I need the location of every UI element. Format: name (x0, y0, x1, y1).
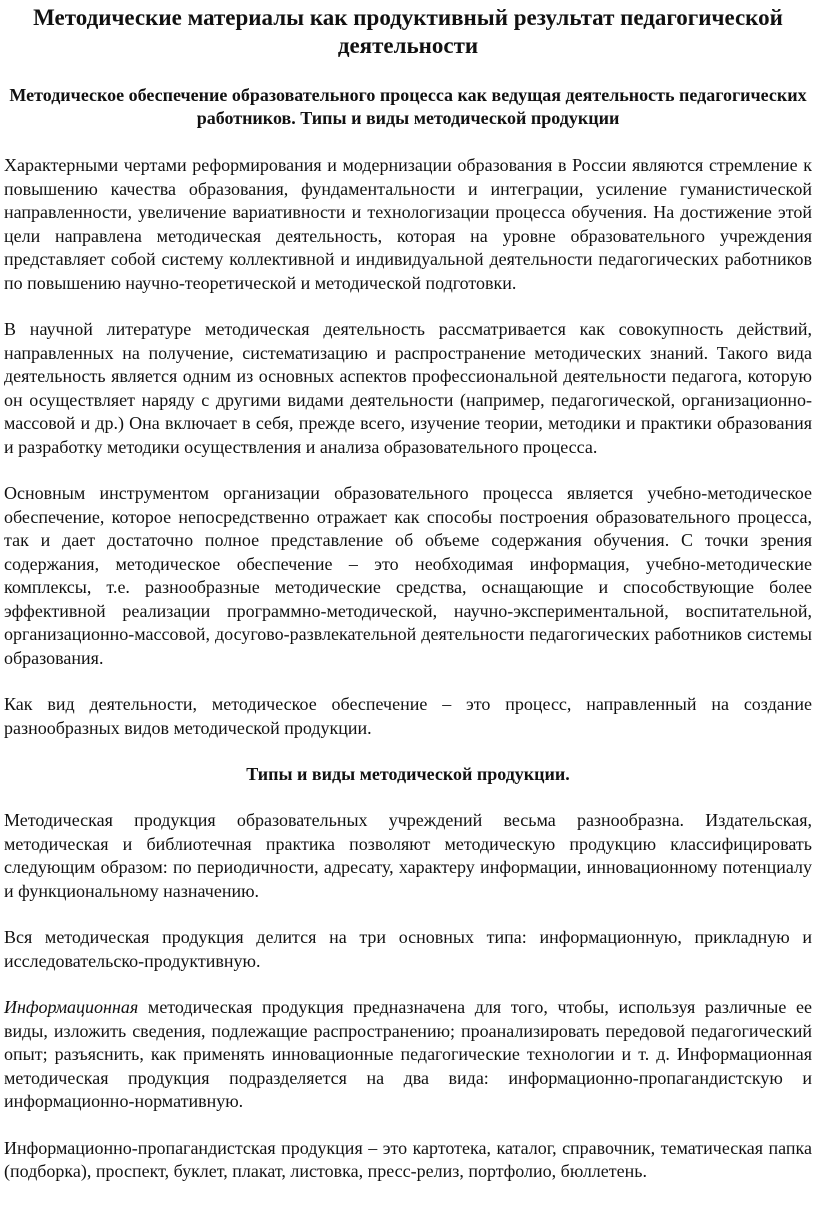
paragraph-activity-type: Как вид деятельности, методическое обеспечение – это процесс, направленный на создание разнообразных видов методической продукции. (4, 694, 812, 738)
paragraph-three-types: Вся методическая продукция делится на три основных типа: информационную, прикладную и исследовательско-продуктивную. (4, 927, 812, 971)
paragraph-main-instrument: Основным инструментом организации образовательного процесса является учебно-методическое обеспечение, которое непосредственно отражает как способы построения образовательного процесса, так и дает достаточно полное представление об объеме содержания обучения. С точки зрения содержания, методическое обеспечение – это необходимая информация, учебно-методические комплексы, т.е. разнообразные методические средства, оснащающие и способствующие более эффективной реализации программно-методической, научно-экспериментальной, воспитательной, организационно-массовой, досугово-развлекательной деятельности педагогических работников системы образования. (4, 483, 812, 668)
paragraph-propaganda-products: Информационно-пропагандистская продукция – это картотека, каталог, справочник, тематическая папка (подборка), проспект, буклет, плакат, листовка, пресс-релиз, портфолио, бюллетень. (4, 1137, 812, 1181)
section-heading-types: Типы и виды методической продукции. (246, 764, 570, 784)
paragraph-reform: Характерными чертами реформирования и модернизации образования в России являются стремление к повышению качества образования, фундаментальности и интеграции, усиление гуманистической направленности, увеличение вариативности и технологизации процесса обучения. На достижение этой цели направлена методическая деятельность, которая на уровне образовательного учреждения представляет собой систему коллективной и индивидуальной деятельности педагогических работников по повышению научно-теоретической и методической подготовки. (4, 155, 812, 293)
paragraph-scientific-literature: В научной литературе методическая деятельность рассматривается как совокупность действий, направленных на получение, систематизацию и распространение методических знаний. Такого вида деятельность является одним из основных аспектов профессиональной деятельности педагога, которую он осуществляет наряду с другими видами деятельности (например, педагогической, организационно-массовой и др.) Она включает в себя, прежде всего, изучение теории, методики и практики образования и разработку методики осуществления и анализа образовательного процесса. (4, 319, 812, 457)
paragraph-product-diversity: Методическая продукция образовательных учреждений весьма разнообразна. Издательская, методическая и библиотечная практика позволяют методическую продукцию классифицировать следующим образом: по периодичности, адресату, характеру информации, инновационному потенциалу и функциональному назначению. (4, 810, 812, 901)
informational-text: методическая продукция предназначена для того, чтобы, используя различные ее виды, изложить сведения, подлежащие распространению; проанализировать передовой педагогический опыт; разъяснить, как применять инновационные педагогические технологии и т. д. Информационная методическая продукция подразделяется на два вида: информационно-пропагандистскую и информационно-нормативную. (4, 997, 812, 1111)
document-subtitle: Методическое обеспечение образовательного процесса как ведущая деятельность педагогических работников. Типы и виды методической продукции (9, 85, 807, 128)
informational-italic-term: Информационная (4, 997, 139, 1017)
paragraph-informational (4, 996, 812, 1114)
document-title: Методические материалы как продуктивный результат педагогической деятельности (33, 5, 783, 58)
